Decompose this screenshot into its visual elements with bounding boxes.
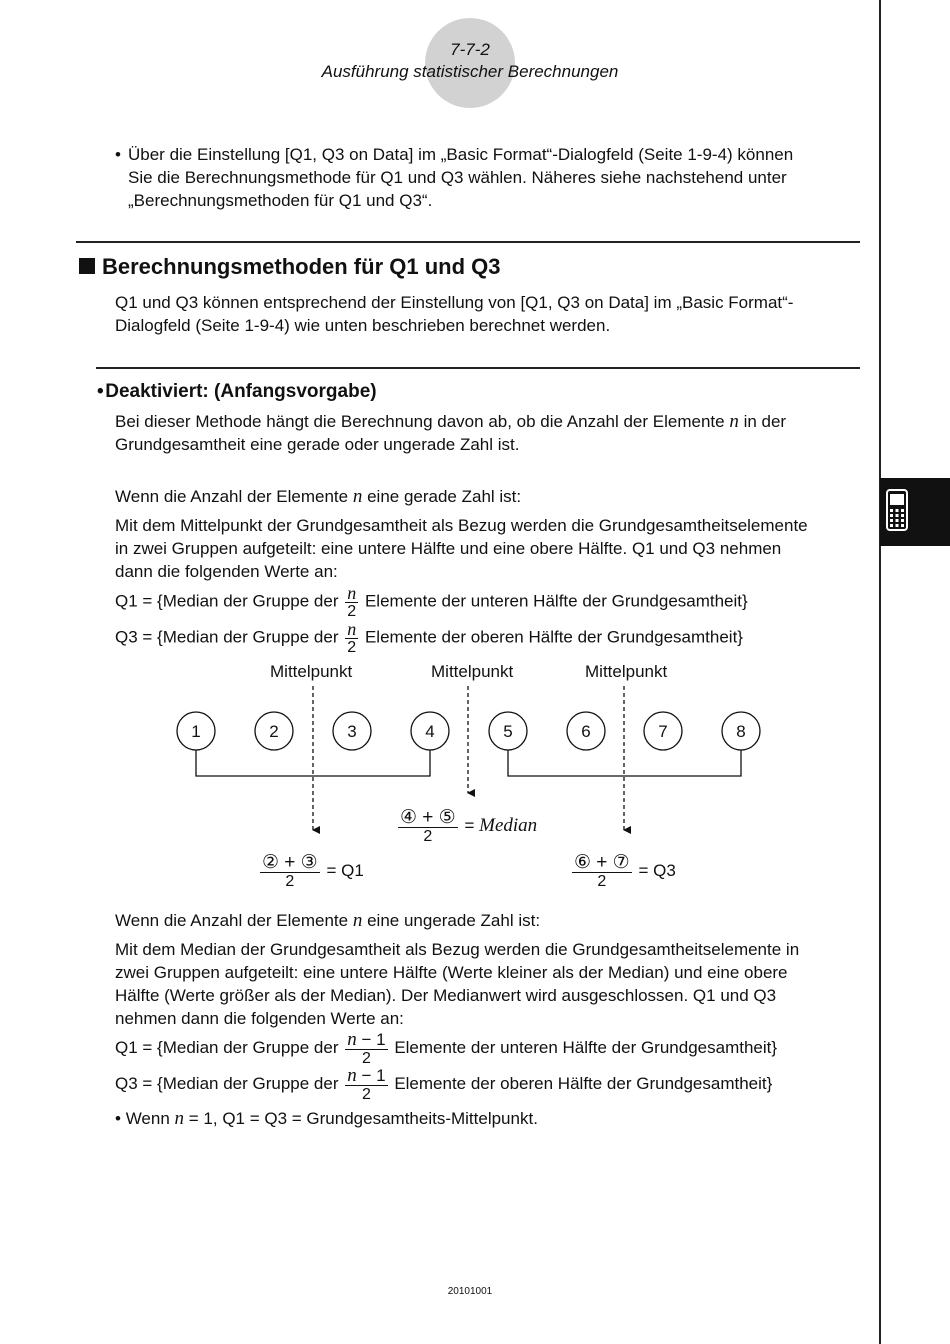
page-number: 7-7-2 — [450, 40, 490, 59]
fraction: $\frac{n}{2}$ — [347, 619, 357, 656]
element-label: 6 — [581, 722, 591, 741]
calculator-icon — [880, 478, 950, 546]
element-label: 4 — [425, 722, 435, 741]
section-paragraph-line: Dialogfeld (Seite 1-9-4) wie unten beschrieben berechnet werden. — [115, 316, 611, 335]
intro-bullet-line: „Berechnungsmethoden für Q1 und Q3“. — [128, 191, 433, 210]
even-case-line: in zwei Gruppen aufgeteilt: eine untere Hälfte und eine obere Hälfte. Q1 und Q3 nehmen — [115, 539, 782, 558]
section-paragraph-line: Q1 und Q3 können entsprechend der Einstellung von [Q1, Q3 on Data] im „Basic Format“- — [115, 293, 794, 312]
element-label: 8 — [736, 722, 746, 741]
q3-formula: $\frac{\text{⑥ + ⑦}}{2}$ = Q3 — [574, 852, 676, 890]
even-q1-formula: Q1 = {Median der Gruppe der $\frac{n}{2}$ Elemente der unteren Hälfte der Grundgesamtheit} — [115, 583, 748, 620]
midpoint-label-left: Mittelpunkt — [270, 662, 353, 681]
element-label: 2 — [269, 722, 279, 741]
subsection-intro-line: Grundgesamtheit eine gerade oder ungerade Zahl ist. — [115, 435, 520, 454]
subsection-title: Deaktiviert: (Anfangsvorgabe) — [105, 381, 377, 402]
odd-case-line: nehmen dann die folgenden Werte an: — [115, 1009, 404, 1028]
fraction: $\frac{\text{④ + ⑤}}{2}$ — [400, 807, 456, 845]
odd-case-note: • Wenn n = 1, Q1 = Q3 = Grundgesamtheits-Mittelpunkt. — [115, 1108, 538, 1129]
even-case-line: Mit dem Mittelpunkt der Grundgesamtheit als Bezug werden die Grundgesamtheitselemente — [115, 516, 808, 535]
chapter-tab — [880, 478, 950, 546]
midpoint-label-right: Mittelpunkt — [585, 662, 668, 681]
fraction: $\frac{n}{2}$ — [347, 583, 357, 620]
median-formula: $\frac{\text{④ + ⑤}}{2}$ = Median — [400, 807, 538, 845]
element-label: 7 — [658, 722, 668, 741]
fraction: $\frac{n - 1}{2}$ — [347, 1029, 386, 1067]
odd-q1-formula: Q1 = {Median der Gruppe der $\frac{n - 1}{2}$ Elemente der unteren Hälfte der Grundgesamtheit} — [115, 1029, 778, 1067]
odd-case-line: zwei Gruppen aufgeteilt: eine untere Hälfte (Werte kleiner als der Median) und eine obere — [115, 963, 788, 982]
odd-case-intro: Wenn die Anzahl der Elemente n eine ungerade Zahl ist: — [115, 910, 541, 931]
element-label: 5 — [503, 722, 513, 741]
even-q3-formula: Q3 = {Median der Gruppe der $\frac{n}{2}$ Elemente der oberen Hälfte der Grundgesamtheit} — [115, 619, 743, 656]
even-case-intro: Wenn die Anzahl der Elemente n eine gerade Zahl ist: — [115, 486, 522, 507]
fraction: $\frac{\text{② + ③}}{2}$ — [262, 852, 318, 890]
element-label: 1 — [191, 722, 201, 741]
subsection-bullet: • — [97, 381, 104, 402]
odd-case-line: Hälfte (Werte größer als der Median). Der Medianwert wird ausgeschlossen. Q1 und Q3 — [115, 986, 777, 1005]
odd-q3-formula: Q3 = {Median der Gruppe der $\frac{n - 1}{2}$ Elemente der oberen Hälfte der Grundgesamtheit} — [115, 1065, 773, 1103]
odd-case-line: Mit dem Median der Grundgesamtheit als Bezug werden die Grundgesamtheitselemente in — [115, 940, 800, 959]
intro-bullet-mark: • — [115, 145, 121, 164]
even-case-line: dann die folgenden Werte an: — [115, 562, 338, 581]
q1-formula: $\frac{\text{② + ③}}{2}$ = Q1 — [262, 852, 364, 890]
intro-bullet-line: Sie die Berechnungsmethode für Q1 und Q3 wählen. Näheres siehe nachstehend unter — [128, 168, 787, 187]
subsection-intro-line: Bei dieser Methode hängt die Berechnung davon ab, ob die Anzahl der Elemente n in der — [115, 411, 787, 432]
midpoint-label-center: Mittelpunkt — [431, 662, 514, 681]
element-label: 3 — [347, 722, 357, 741]
intro-bullet-line: Über die Einstellung [Q1, Q3 on Data] im „Basic Format“-Dialogfeld (Seite 1-9-4) können — [128, 145, 794, 164]
section-title: Berechnungsmethoden für Q1 und Q3 — [102, 254, 501, 279]
chapter-title: Ausführung statistischer Berechnungen — [321, 62, 619, 81]
fraction: $\frac{n - 1}{2}$ — [347, 1065, 386, 1103]
fraction: $\frac{\text{⑥ + ⑦}}{2}$ — [574, 852, 630, 890]
footer-code: 20101001 — [447, 1286, 493, 1297]
